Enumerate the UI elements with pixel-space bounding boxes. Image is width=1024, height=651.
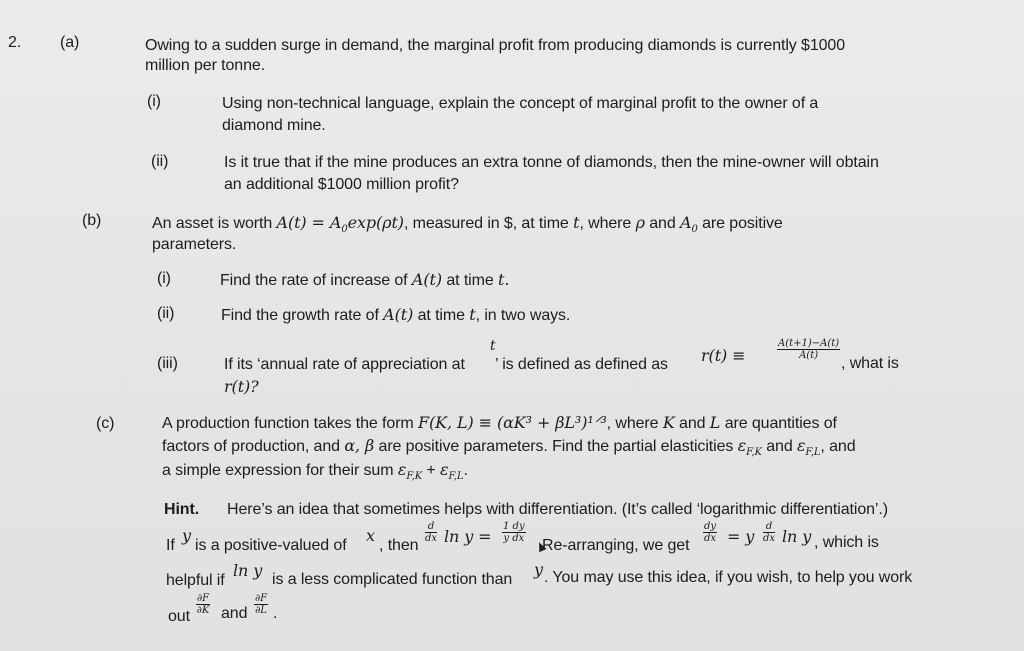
hint-ln-y-3: ln y — [233, 561, 263, 580]
fraction-denominator: A(t) — [799, 350, 819, 361]
hint-dy-fraction — [502, 521, 526, 544]
fraction-denominator: ∂L — [255, 605, 267, 616]
hint-helpful: helpful if — [166, 572, 225, 589]
part-b-ii-text: Find the growth rate of A(t) at time t, in two ways. — [221, 305, 571, 324]
part-a-label: (a) — [60, 34, 80, 51]
fraction-numerator: 1 dy — [503, 521, 525, 532]
hint-ln-y: ln y = — [444, 527, 492, 546]
part-b-iii-t: t — [490, 338, 496, 354]
part-b-iii-fraction — [777, 338, 840, 361]
hint-text-b: , then — [379, 537, 419, 554]
fraction-numerator: A(t+1)−A(t) — [778, 338, 840, 349]
part-a-ii-line1: Is it true that if the mine produces an extra tonne of diamonds, then the mine-owner will obtain — [224, 154, 879, 171]
hint-d2-fraction — [763, 521, 775, 544]
part-c-label: (c) — [96, 415, 115, 432]
hint-dydx-fraction — [703, 521, 717, 544]
hint-text-c: Re-arranging, we get — [542, 537, 690, 554]
part-b-ii-label: (ii) — [157, 305, 175, 322]
hint-text-e: is a less complicated function than — [272, 571, 513, 588]
part-a-i-line2: diamond mine. — [222, 117, 326, 134]
fraction-numerator: d — [763, 521, 775, 533]
hint-ln-y-2: ln y — [782, 527, 812, 546]
hint-text-a: is a positive-valued of — [195, 537, 347, 554]
hint-text: Here’s an idea that sometimes helps with differentiation. (It’s called ‘logarithmic differentiation’.) — [227, 501, 888, 518]
part-a-i-line1: Using non-technical language, explain the concept of marginal profit to the owner of a — [222, 95, 819, 112]
hint-end-period: . — [273, 605, 278, 622]
part-a-ii-line2: an additional $1000 million profit? — [224, 176, 459, 193]
part-b-iii-q: r(t)? — [224, 377, 259, 396]
hint-label: Hint. — [164, 501, 200, 518]
fraction-denominator: dx — [763, 533, 776, 544]
hint-text-d: , which is — [814, 534, 879, 551]
fraction-denominator: dx — [425, 533, 438, 544]
part-a-i-label: (i) — [147, 93, 161, 110]
hint-eq-y: = y — [727, 527, 755, 546]
hint-x: x — [366, 526, 375, 545]
part-b-iii-text-c: , what is — [841, 355, 899, 372]
hint-text-f: . You may use this idea, if you wish, to help you work — [544, 569, 913, 586]
hint-y: y — [182, 526, 191, 545]
fraction-denominator: ∂K — [196, 605, 210, 616]
hint-d-fraction — [425, 521, 437, 544]
fraction-numerator: dy — [704, 521, 717, 532]
fraction-numerator: ∂F — [255, 593, 268, 604]
part-a-text-line2: million per tonne. — [145, 57, 266, 74]
fraction-denominator: dx — [704, 533, 717, 544]
part-b-line2: parameters. — [152, 236, 237, 253]
question-number: 2. — [8, 34, 22, 51]
partial-fl-fraction — [254, 593, 268, 616]
part-a-text-line1: Owing to a sudden surge in demand, the marginal profit from producing diamonds is currently $1000 — [145, 37, 846, 54]
part-a-ii-label: (ii) — [151, 153, 169, 170]
fraction-numerator: d — [425, 521, 437, 533]
part-b-i-label: (i) — [157, 270, 171, 287]
hint-if: If — [166, 537, 175, 554]
part-c-line2: factors of production, and α, β are positive parameters. Find the partial elasticities $\varepsilon_{F,K}$ and $\varepsilon_{F,L}$, and — [162, 436, 856, 459]
part-c-line3: a simple expression for their sum $\varepsilon_{F,K} + \varepsilon_{F,L}$. — [162, 460, 468, 483]
partial-fk-fraction — [196, 593, 210, 616]
part-b-i-text: Find the rate of increase of A(t) at time t. — [220, 270, 510, 289]
part-b-iii-label: (iii) — [157, 355, 178, 372]
fraction-denominator: y dx — [503, 533, 525, 544]
part-b-line1: An asset is worth $A(t) = A_0\exp(\rho t)$, measured in $, at time t, where ρ and $A_0$ are positive — [152, 213, 783, 236]
hint-out: out — [168, 608, 190, 625]
hint-y-2: y — [534, 560, 543, 579]
part-b-iii-r: r(t) ≡ — [701, 346, 746, 365]
part-c-line1: A production function takes the form F(K, L) ≡ (αK³ + βL³)¹ᐟ³, where K and L are quantities of — [162, 413, 837, 432]
hint-and: and — [221, 605, 248, 622]
part-b-iii-text-a: If its ‘annual rate of appreciation at — [224, 356, 465, 373]
fraction-numerator: ∂F — [197, 593, 210, 604]
part-b-label: (b) — [82, 212, 102, 229]
part-b-iii-text-b: ’ is defined as defined as — [495, 356, 668, 373]
